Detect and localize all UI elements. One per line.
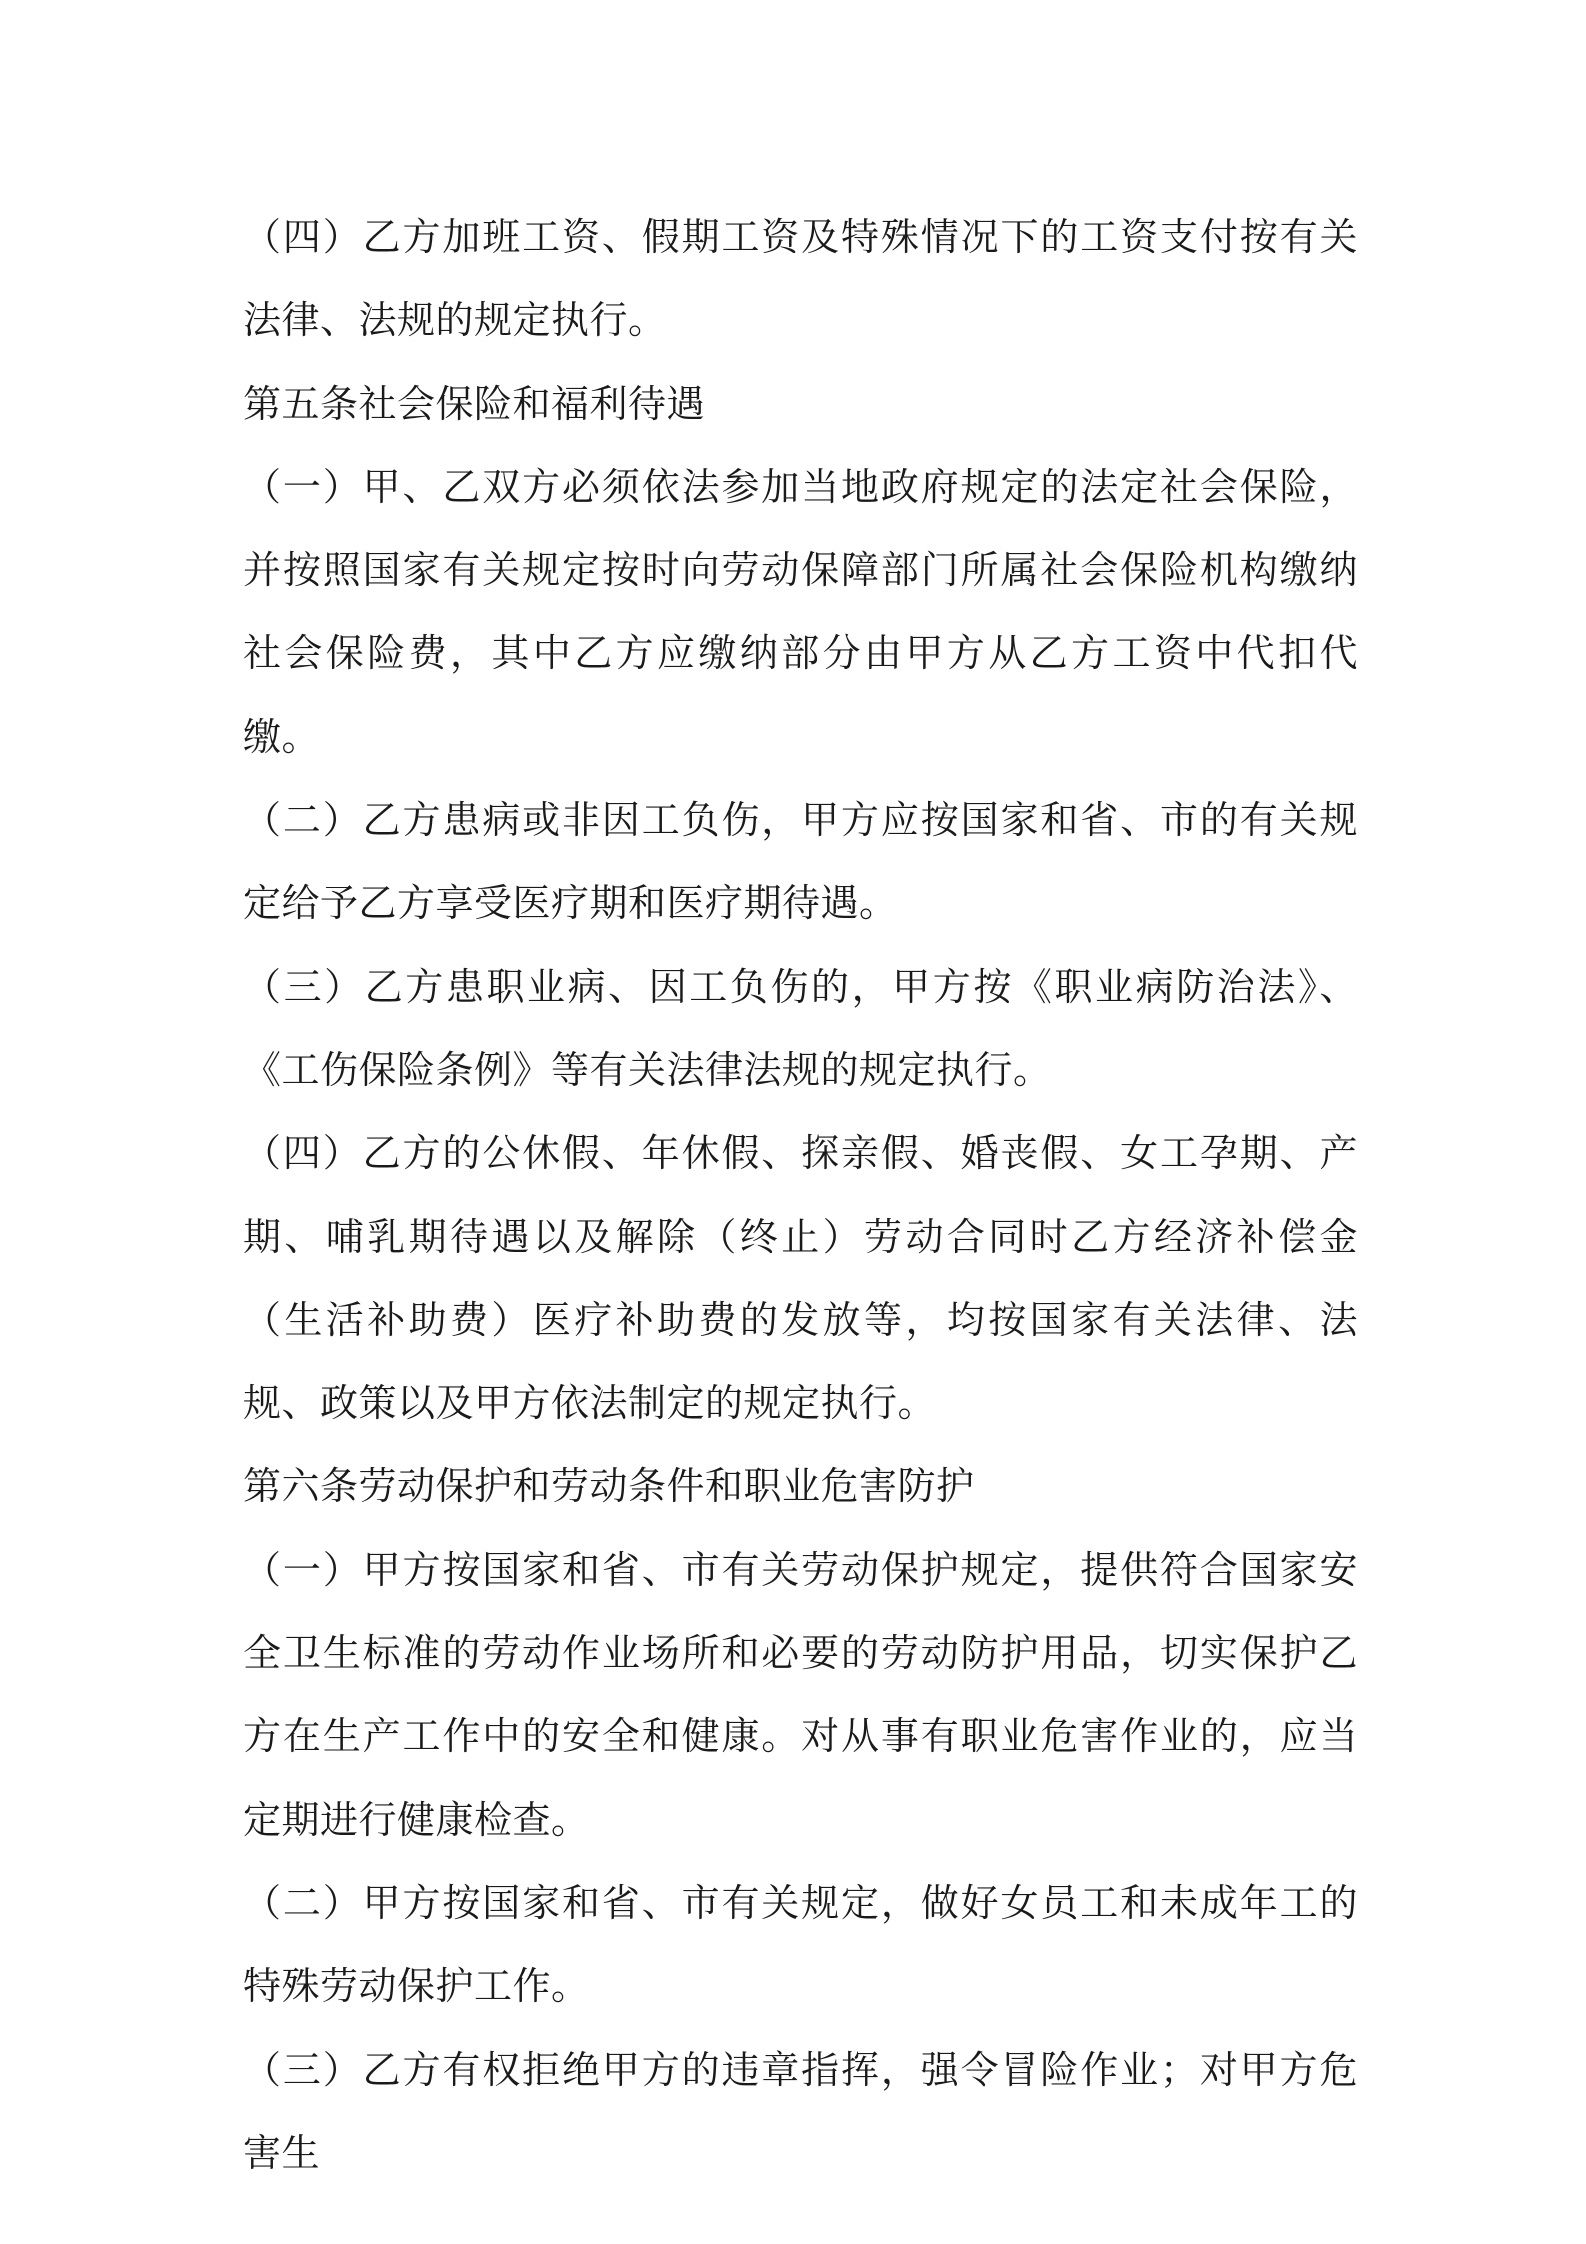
paragraph-sickness-leave: （二）乙方患病或非因工负伤，甲方应按国家和省、市的有关规定给予乙方享受医疗期和医疗期待遇。 — [243, 798, 1358, 926]
document-body — [243, 196, 1358, 2195]
paragraph-social-insurance: （一）甲、乙双方必须依法参加当地政府规定的法定社会保险，并按照国家有关规定按时向劳动保障部门所属社会保险机构缴纳社会保险费，其中乙方应缴纳部分由甲方从乙方工资中代扣代缴。 — [243, 464, 1358, 759]
paragraph-female-minor-protection: （二）甲方按国家和省、市有关规定，做好女员工和未成年工的特殊劳动保护工作。 — [243, 1880, 1358, 2009]
paragraph-labor-protection: （一）甲方按国家和省、市有关劳动保护规定，提供符合国家安全卫生标准的劳动作业场所和必要的劳动防护用品，切实保护乙方在生产工作中的安全和健康。对从事有职业危害作业的，应当定期进行健康检查。 — [243, 1547, 1358, 1842]
paragraph-occupational-injury: （三）乙方患职业病、因工负伤的，甲方按《职业病防治法》、《工伤保险条例》等有关法律法规的规定执行。 — [243, 964, 1358, 1092]
heading-article-six: 第六条劳动保护和劳动条件和职业危害防护 — [243, 1464, 975, 1509]
paragraph-refuse-violation: （三）乙方有权拒绝甲方的违章指挥，强令冒险作业；对甲方危害生 — [243, 2047, 1358, 2175]
paragraph-holidays-benefits: （四）乙方的公休假、年休假、探亲假、婚丧假、女工孕期、产期、哺乳期待遇以及解除（终止）劳动合同时乙方经济补偿金（生活补助费）医疗补助费的发放等，均按国家有关法律、法规、政策以及甲方依法制定的规定执行。 — [243, 1131, 1358, 1426]
heading-article-five: 第五条社会保险和福利待遇 — [243, 381, 706, 426]
paragraph-wage-payment: （四）乙方加班工资、假期工资及特殊情况下的工资支付按有关法律、法规的规定执行。 — [243, 215, 1358, 343]
